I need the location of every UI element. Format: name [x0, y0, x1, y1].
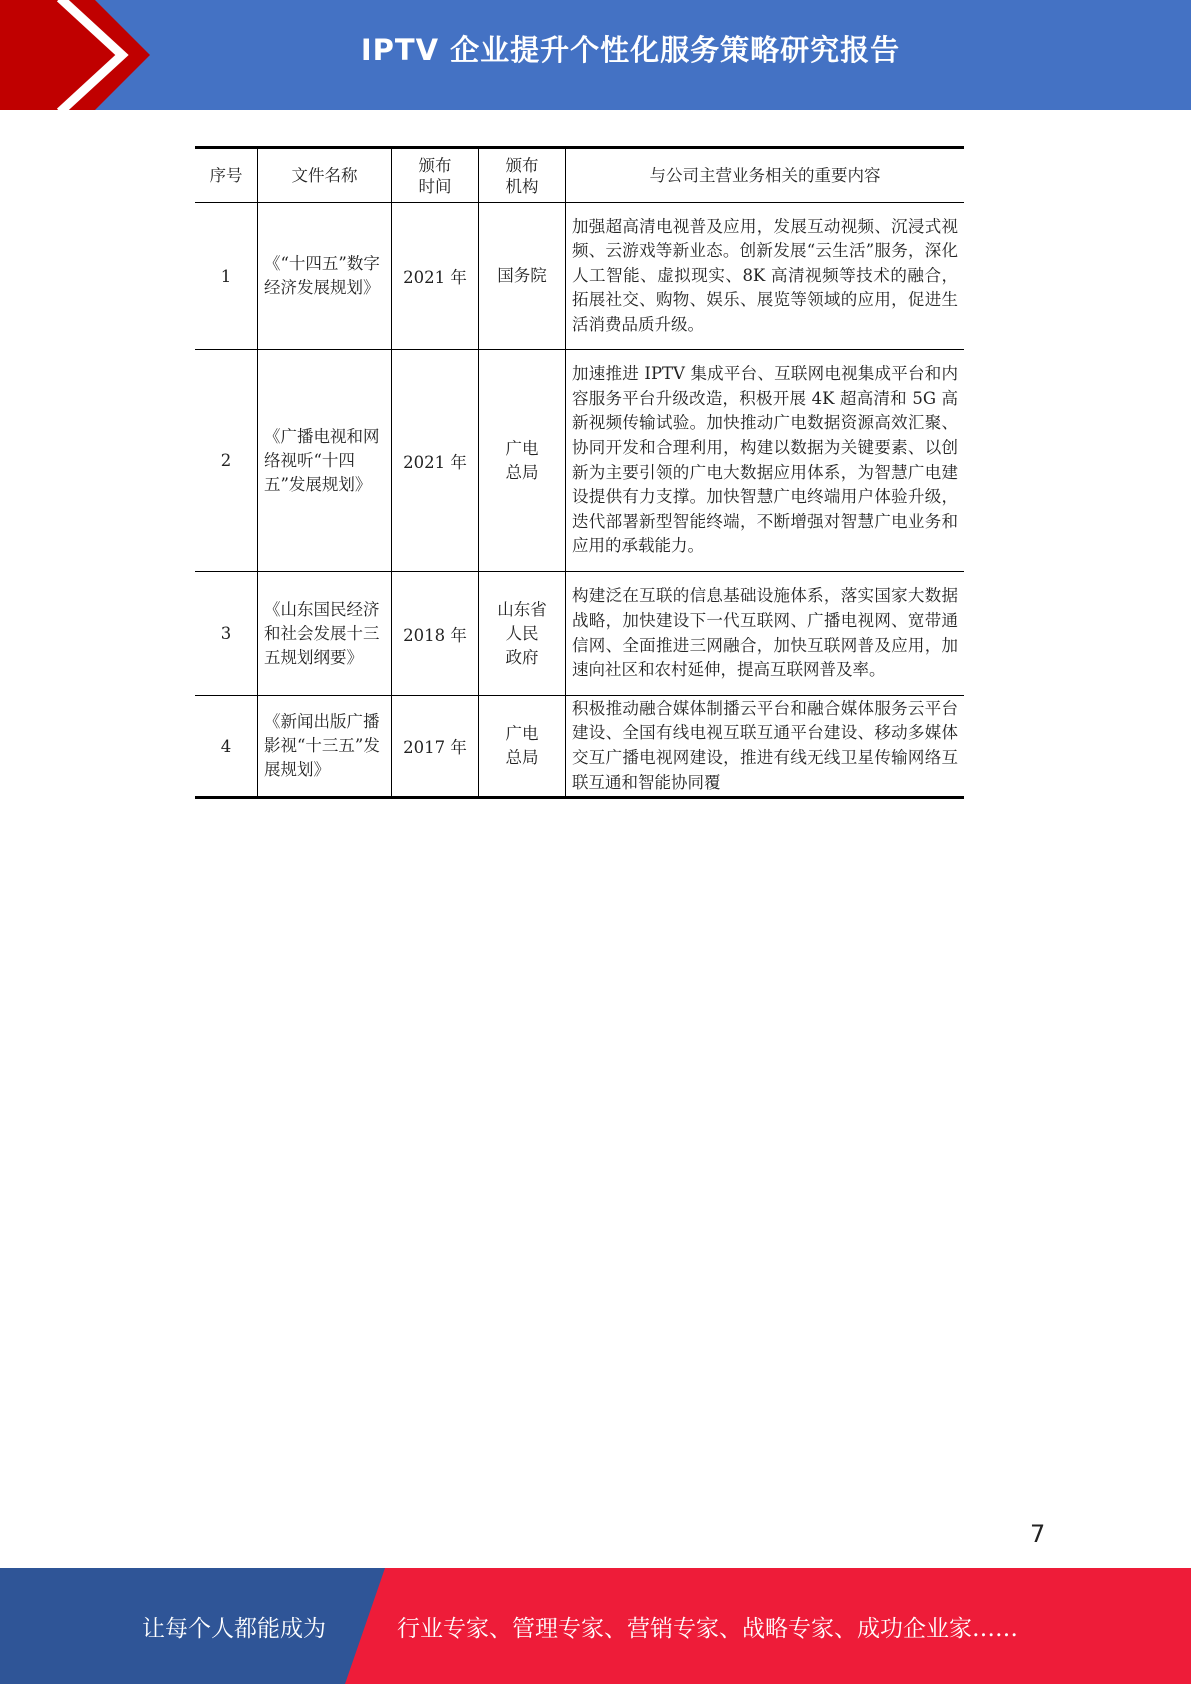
row-issue-time: 2021 年: [392, 203, 479, 350]
row-no: 1: [195, 203, 258, 350]
page-number: 7: [1030, 1520, 1046, 1548]
table-row: [195, 696, 964, 798]
report-title: IPTV 企业提升个性化服务策略研究报告: [360, 33, 901, 67]
page-header: [0, 0, 1191, 110]
table-header-row: [195, 148, 964, 203]
page-footer: [0, 1568, 1191, 1684]
row-issuing-body: 山东省 人民 政府: [479, 572, 566, 696]
row-issuing-body: 国务院: [479, 203, 566, 350]
table-row: [195, 203, 964, 350]
row-document-name: 《“十四五”数字经济发展规划》: [258, 203, 392, 350]
header-document-name: 文件名称: [258, 148, 392, 203]
header-issuing-body: 颁布 机构: [479, 148, 566, 203]
row-key-content: 加强超高清电视普及应用，发展互动视频、沉浸式视频、云游戏等新业态。创新发展“云生活”服务，深化人工智能、虚拟现实、8K 高清视频等技术的融合，拓展社交、购物、娱乐、展览等领域的应用，促进生活消费品质升级。: [566, 203, 965, 350]
row-key-content: 加速推进 IPTV 集成平台、互联网电视集成平台和内容服务平台升级改造，积极开展 4K 超高清和 5G 高新视频传输试验。加快推动广电数据资源高效汇聚、协同开发和合理利用，构建以数据为关键要素、以创新为主要引领的广电大数据应用体系，为智慧广电建设提供有力支撑。加快智慧广电终端用户体验升级，迭代部署新型智能终端，不断增强对智慧广电业务和应用的承载能力。: [566, 350, 965, 572]
header-key-content: 与公司主营业务相关的重要内容: [566, 148, 965, 203]
row-document-name: 《新闻出版广播影视“十三五”发展规划》: [258, 696, 392, 798]
header-issue-time: 颁布 时间: [392, 148, 479, 203]
table-row: [195, 350, 964, 572]
row-document-name: 《山东国民经济和社会发展十三五规划纲要》: [258, 572, 392, 696]
row-document-name: 《广播电视和网络视听“十四五”发展规划》: [258, 350, 392, 572]
footer-slogan-right: 行业专家、管理专家、营销专家、战略专家、成功企业家……: [397, 1616, 1018, 1642]
row-key-content: 构建泛在互联的信息基础设施体系，落实国家大数据战略，加快建设下一代互联网、广播电视网、宽带通信网、全面推进三网融合，加快互联网普及应用，加速向社区和农村延伸，提高互联网普及率。: [566, 572, 965, 696]
row-key-content: 积极推动融合媒体制播云平台和融合媒体服务云平台建设、全国有线电视互联互通平台建设、移动多媒体交互广播电视网建设，推进有线无线卫星传输网络互联互通和智能协同覆: [566, 696, 965, 798]
row-issuing-body: 广电 总局: [479, 696, 566, 798]
row-issue-time: 2018 年: [392, 572, 479, 696]
row-issuing-body: 广电 总局: [479, 350, 566, 572]
row-issue-time: 2017 年: [392, 696, 479, 798]
row-no: 4: [195, 696, 258, 798]
policy-table: [195, 146, 964, 799]
row-no: 3: [195, 572, 258, 696]
table-row: [195, 572, 964, 696]
row-no: 2: [195, 350, 258, 572]
row-issue-time: 2021 年: [392, 350, 479, 572]
header-no: 序号: [195, 148, 258, 203]
footer-slogan-left: 让每个人都能成为: [142, 1616, 326, 1642]
